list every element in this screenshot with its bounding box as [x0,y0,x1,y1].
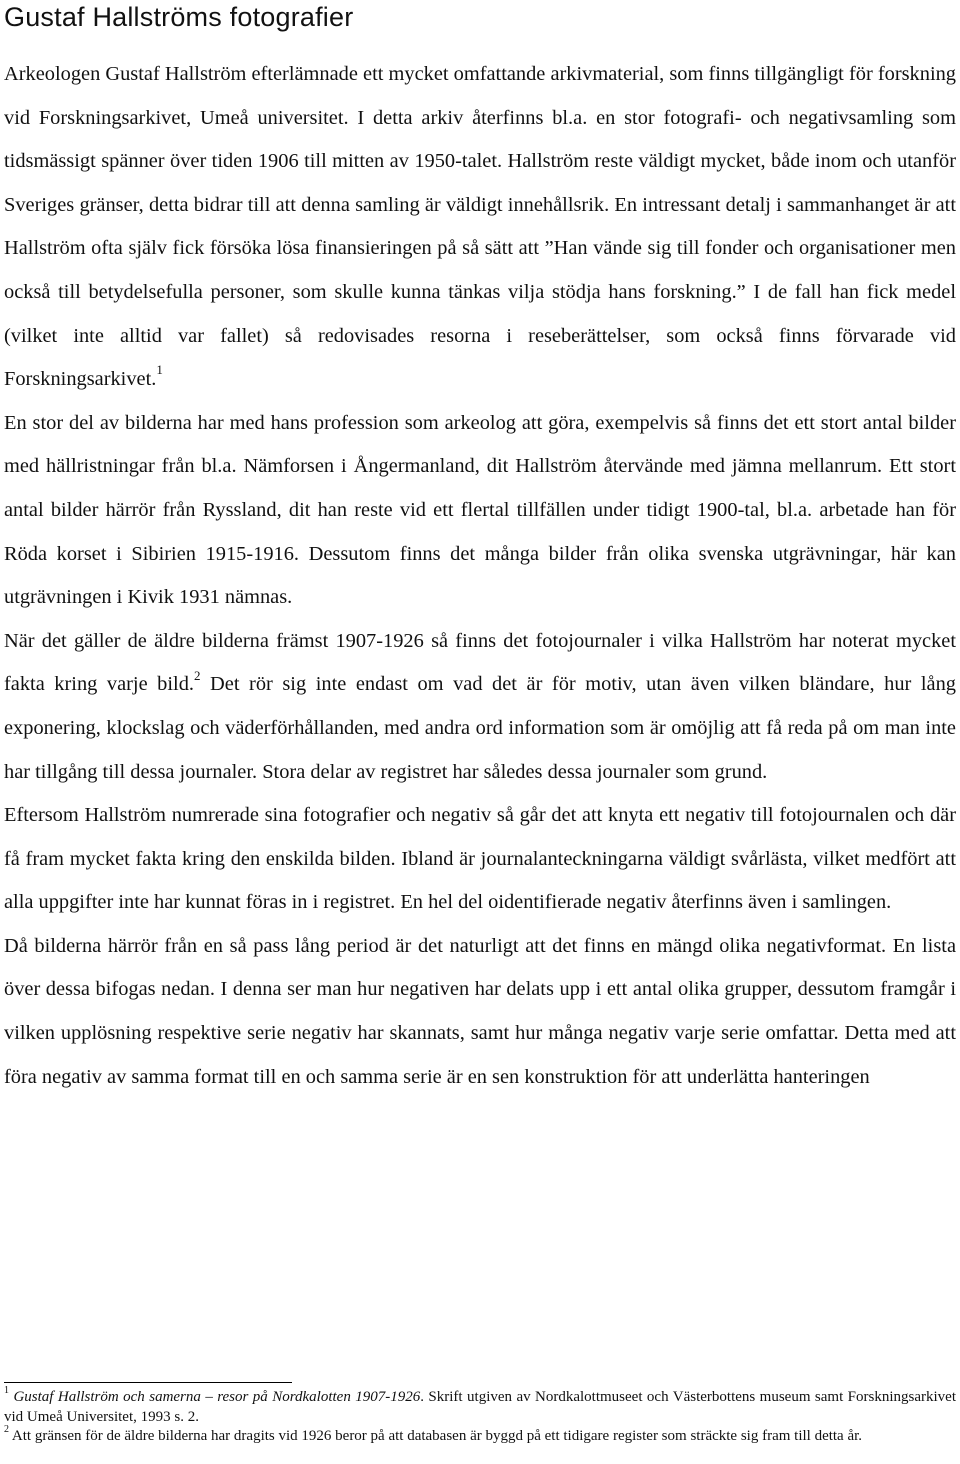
footnote-italic-title: Gustaf Hallström och samerna – resor på Nordkalotten 1907-1926 [13,1389,421,1405]
page-title: Gustaf Hallströms fotografier [4,2,354,32]
paragraph-text: När det gäller de äldre bilderna främst 1907-1926 så finns det fotojournaler i vilka Hallström har noterat mycket fakta kring varje bild. [4,629,956,696]
paragraph-2 [4,402,956,620]
document-page [4,0,956,1099]
paragraph-5 [4,925,956,1099]
footnote-ref-1[interactable]: 1 [156,362,163,378]
footnote-1 [4,1385,956,1427]
paragraph-text: Då bilderna härrör från en så pass lång period är det naturligt att det finns en mängd olika negativformat. En lista över dessa bifogas nedan. I denna ser man hur negativen har delats upp i ett antal olika grupper, dessutom framgår i vilken upplösning respektive serie negativ har skannats, samt hur många negativ varje serie omfattar. Detta med att föra negativ av samma format till en och samma serie är en sen konstruktion för att underlätta hanteringen [4,934,956,1088]
paragraph-1 [4,53,956,402]
paragraph-text: Arkeologen Gustaf Hallström efterlämnade ett mycket omfattande arkivmaterial, som finns tillgängligt för forskning vid Forskningsarkivet, Umeå universitet. I detta arkiv återfinns bl.a. en stor fotografi- och negativsamling som tidsmässigt spänner över tiden 1906 till mitten av 1950-talet. Hallström reste väldigt mycket, både inom och utanför Sveriges gränser, detta bidrar till att denna samling är väldigt innehållsrik. En intressant detalj i sammanhanget är att Hallström ofta själv fick försöka lösa finansieringen på så sätt att ”Han vände sig till fonder och organisationer men också till betydelsefulla personer, som skulle kunna tänkas vilja stödja hans forskning.” I de fall han fick medel (vilket inte alltid var fallet) så redovisades resorna i reseberättelser, som också finns förvarade vid Forskningsarkivet. [4,63,956,391]
footnote-text: . Skrift utgiven av Nordkalottmuseet och Västerbottens museum samt Forskningsarkivet vid Umeå Universitet, 1993 s. 2. [4,1389,956,1425]
footnote-divider [4,1382,292,1383]
paragraph-text: Eftersom Hallström numrerade sina fotografier och negativ så går det att knyta ett negativ till fotojournalen och där få fram mycket fakta kring den enskilda bilden. Ibland är journalanteckningarna väldigt svårlästa, vilket medfört att alla uppgifter inte har kunnat föras in i registret. En hel del oidentifierade negativ återfinns även i samlingen. [4,804,956,914]
footnote-number: 1 [4,1385,9,1396]
footnote-ref-2[interactable]: 2 [194,667,201,683]
paragraph-3 [4,620,956,794]
footnote-2 [4,1424,956,1447]
paragraph-text: En stor del av bilderna har med hans profession som arkeolog att göra, exempelvis så finns det ett stort antal bilder med hällristningar från bl.a. Nämforsen i Ångermanland, dit Hallström återvände med jämna mellanrum. Ett stort antal bilder härrör från Ryssland, dit han reste vid ett flertal tillfällen under tidigt 1900-tal, bl.a. arbetade han för Röda korset i Sibirien 1915-1916. Dessutom finns det många bilder från olika svenska utgrävningar, här kan utgrävningen i Kivik 1931 nämnas. [4,411,956,609]
paragraph-4 [4,794,956,925]
footnote-number: 2 [4,1424,9,1435]
paragraph-text: Det rör sig inte endast om vad det är för motiv, utan även vilken bländare, hur lång exponering, klockslag och väderförhållanden, med andra ord information som är omöjlig att få reda på om man inte har tillgång till dessa journaler. Stora delar av registret har således dessa journaler som grund. [4,673,956,783]
footnotes [4,1385,956,1447]
footnote-text: Att gränsen för de äldre bilderna har dragits vid 1926 beror på att databasen är byggd på ett tidigare register som sträckte sig fram till detta år. [9,1428,863,1444]
